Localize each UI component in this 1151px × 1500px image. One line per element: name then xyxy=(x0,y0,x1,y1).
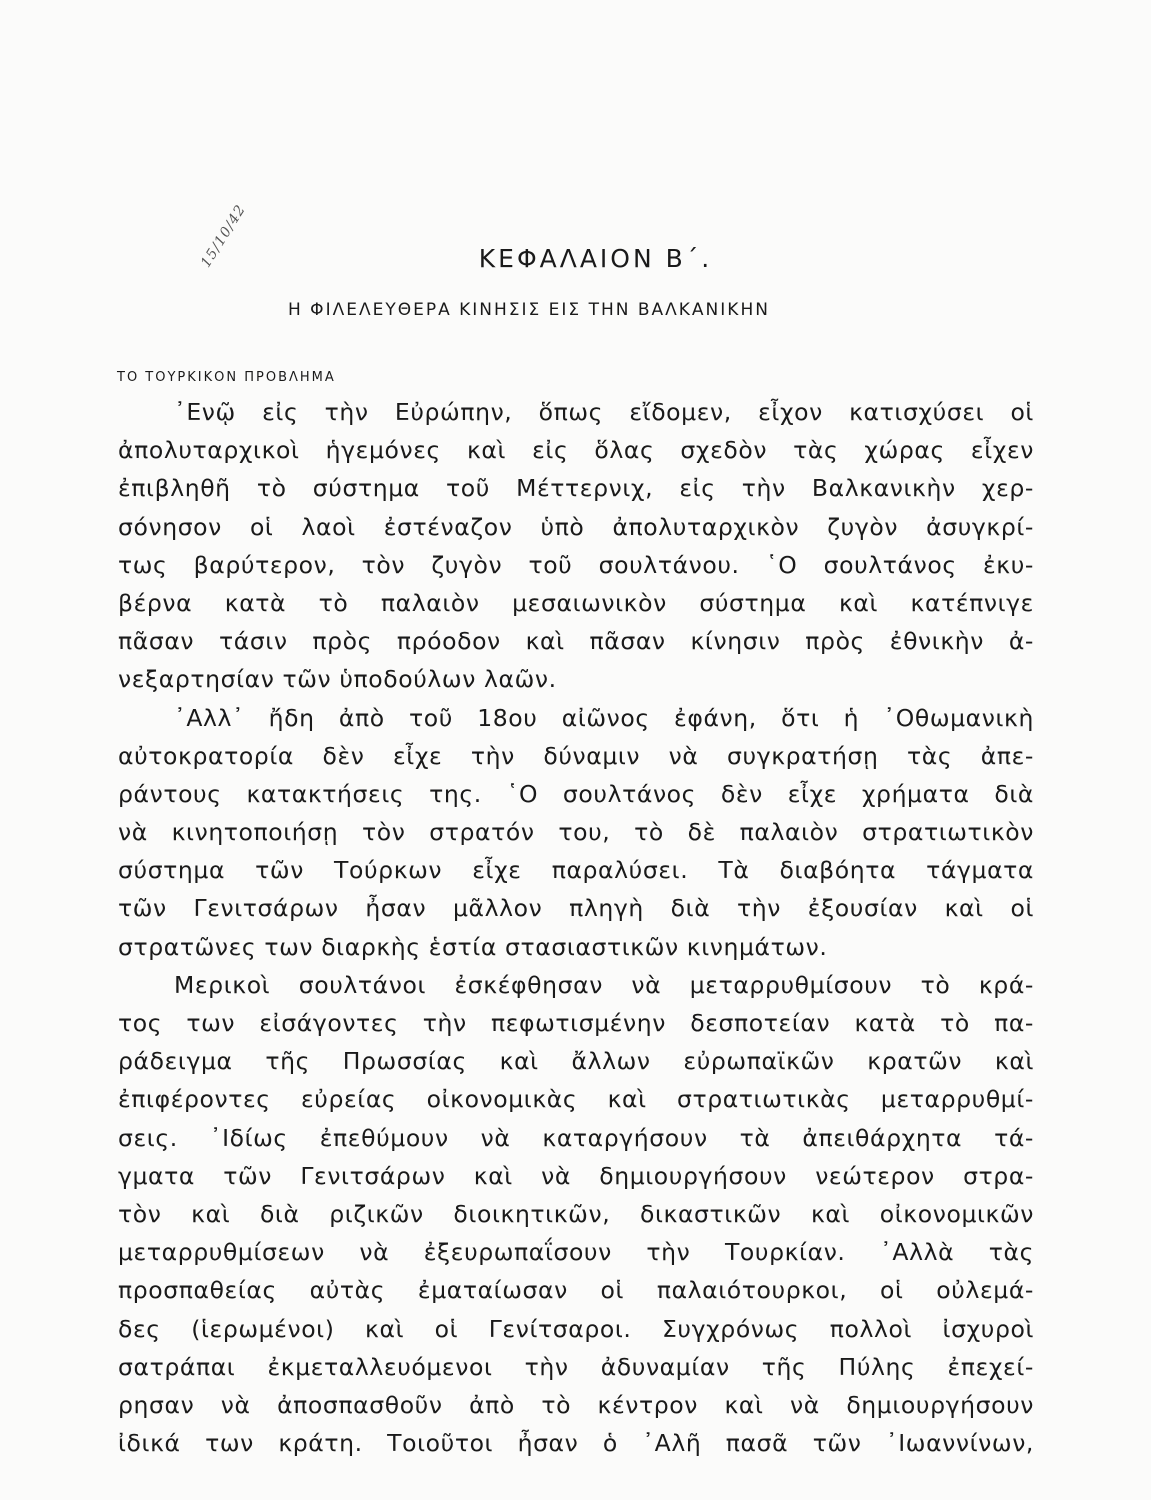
text-line: νεξαρτησίαν τῶν ὑποδούλων λαῶν. xyxy=(118,665,557,694)
body-text xyxy=(118,393,1034,1462)
text-line: ἐπιφέροντες εὐρείας οἰκονομικὰς καὶ στρατιωτικὰς μεταρρυθμί- xyxy=(118,1085,1034,1114)
text-line: τως βαρύτερον, τὸν ζυγὸν τοῦ σουλτάνου. ῾Ο σουλτάνος ἐκυ- xyxy=(118,550,1034,579)
handwritten-annotation: 15/10/42 xyxy=(198,201,250,271)
text-line: αὐτοκρατορία δὲν εἶχε τὴν δύναμιν νὰ συγκρατήσῃ τὰς ἀπε- xyxy=(118,741,1034,770)
text-line: δες (ἱερωμένοι) καὶ οἱ Γενίτσαροι. Συγχρόνως πολλοὶ ἰσχυροὶ xyxy=(118,1314,1034,1343)
text-line: νὰ κινητοποιήσῃ τὸν στρατόν του, τὸ δὲ παλαιὸν στρατιωτικὸν xyxy=(118,818,1034,847)
text-line: ἰδικά των κράτη. Τοιοῦτοι ἦσαν ὁ ᾿Αλῆ πασᾶ τῶν ᾿Ιωαννίνων, xyxy=(118,1429,1034,1458)
subsection-title: ΤΟ ΤΟΥΡΚΙΚΟΝ ΠΡΟΒΛΗΜΑ xyxy=(117,370,336,385)
text-line: ἀπολυταρχικοὶ ἡγεμόνες καὶ εἰς ὅλας σχεδὸν τὰς χώρας εἶχεν xyxy=(118,436,1034,465)
text-line: βέρνα κατὰ τὸ παλαιὸν μεσαιωνικὸν σύστημα καὶ κατέπνιγε xyxy=(118,588,1034,617)
text-line: σατράπαι ἐκμεταλλευόμενοι τὴν ἀδυναμίαν τῆς Πύλης ἐπεχεί- xyxy=(118,1352,1034,1381)
text-line: προσπαθείας αὐτὰς ἐματαίωσαν οἱ παλαιότουρκοι, οἱ οὐλεμά- xyxy=(118,1276,1034,1305)
text-line: ράδειγμα τῆς Πρωσσίας καὶ ἄλλων εὐρωπαϊκῶν κρατῶν καὶ xyxy=(118,1047,1034,1076)
text-line: σύστημα τῶν Τούρκων εἶχε παραλύσει. Τὰ διαβόητα τάγματα xyxy=(118,856,1034,885)
chapter-title: ΚΕΦΑΛΑΙΟΝ Β΄. xyxy=(478,244,713,273)
text-line: τος των εἰσάγοντες τὴν πεφωτισμένην δεσποτείαν κατὰ τὸ πα- xyxy=(118,1009,1034,1037)
text-line: τῶν Γενιτσάρων ἦσαν μᾶλλον πληγὴ διὰ τὴν ἐξουσίαν καὶ οἱ xyxy=(118,894,1034,923)
text-line: ἐπιβληθῆ τὸ σύστημα τοῦ Μέττερνιχ, εἰς τὴν Βαλκανικὴν χερ- xyxy=(118,474,1034,503)
text-line: ᾿Ενῷ εἰς τὴν Εὐρώπην, ὅπως εἴδομεν, εἶχον κατισχύσει οἱ xyxy=(174,398,1034,426)
text-line: Μερικοὶ σουλτάνοι ἐσκέφθησαν νὰ μεταρρυθμίσουν τὸ κρά- xyxy=(174,970,1034,999)
text-line: ράντους κατακτήσεις της. ῾Ο σουλτάνος δὲν εἶχε χρήματα διὰ xyxy=(118,779,1034,808)
text-line: μεταρρυθμίσεων νὰ ἐξευρωπαΐσουν τὴν Τουρκίαν. ᾿Αλλὰ τὰς xyxy=(118,1238,1034,1267)
text-line: σόνησον οἱ λαοὶ ἐστέναζον ὑπὸ ἀπολυταρχικὸν ζυγὸν ἀσυγκρί- xyxy=(118,512,1034,541)
section-title: Η ΦΙΛΕΛΕΥΘΕΡΑ ΚΙΝΗΣΙΣ ΕΙΣ ΤΗΝ ΒΑΛΚΑΝΙΚΗΝ xyxy=(288,300,770,320)
text-line: πᾶσαν τάσιν πρὸς πρόοδον καὶ πᾶσαν κίνησιν πρὸς ἐθνικὴν ἀ- xyxy=(118,627,1034,656)
text-line: σεις. ᾿Ιδίως ἐπεθύμουν νὰ καταργήσουν τὰ ἀπειθάρχητα τά- xyxy=(118,1123,1034,1152)
text-line: στρατῶνες των διαρκὴς ἑστία στασιαστικῶν κινημάτων. xyxy=(118,932,828,961)
text-line: ᾿Αλλ᾿ ἤδη ἀπὸ τοῦ 18ου αἰῶνος ἐφάνη, ὅτι ἡ ᾿Οθωμανικὴ xyxy=(174,703,1034,732)
text-line: τὸν καὶ διὰ ριζικῶν διοικητικῶν, δικαστικῶν καὶ οἰκονομικῶν xyxy=(118,1199,1034,1228)
text-line: ρησαν νὰ ἀποσπασθοῦν ἀπὸ τὸ κέντρον καὶ νὰ δημιουργήσουν xyxy=(118,1390,1034,1419)
text-line: γματα τῶν Γενιτσάρων καὶ νὰ δημιουργήσουν νεώτερον στρα- xyxy=(118,1161,1034,1190)
